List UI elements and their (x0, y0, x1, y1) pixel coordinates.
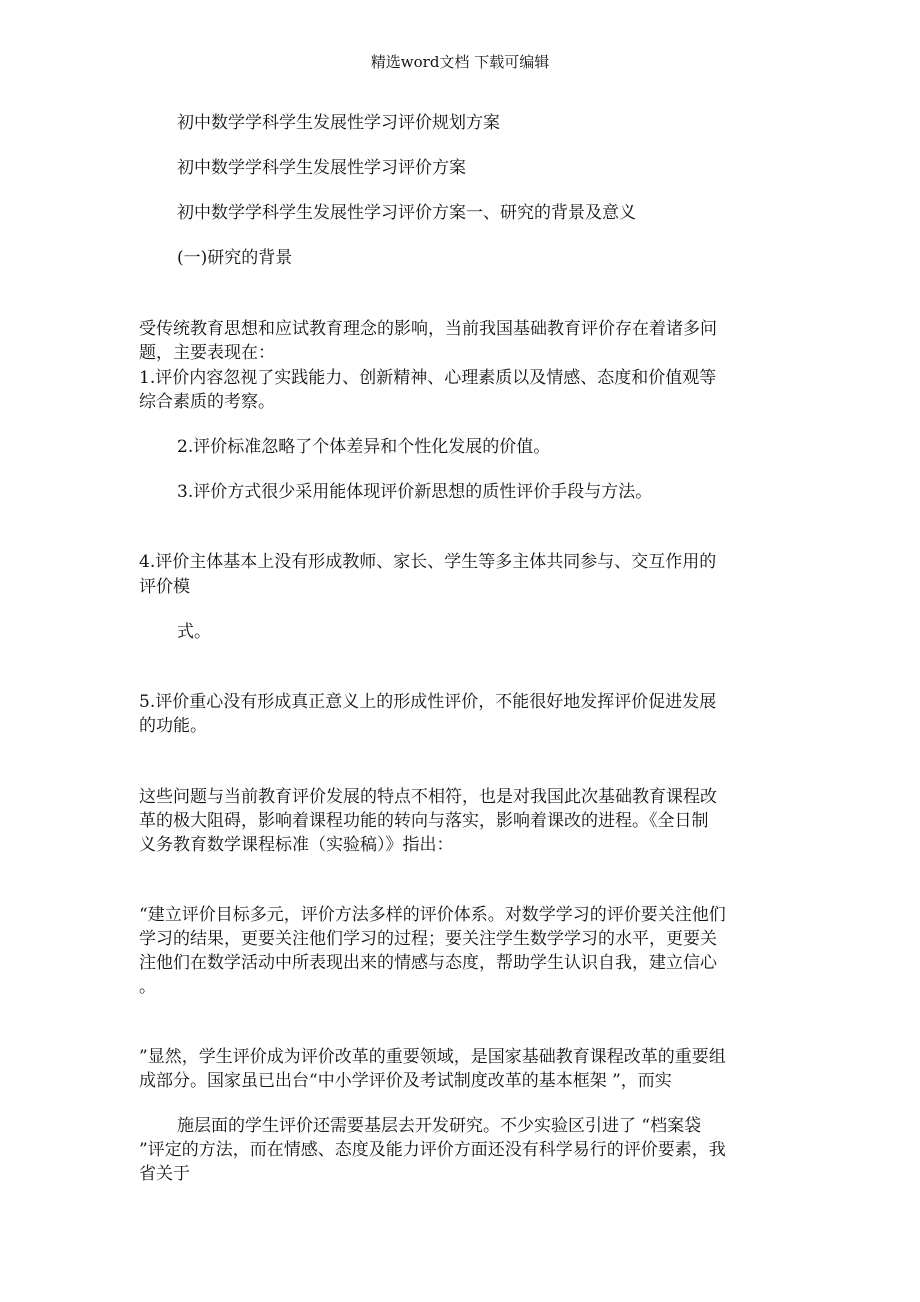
paragraph-line: 成部分。国家虽已出台“中小学评价及考试制度改革的基本框架 ”，而实 (139, 1071, 672, 1091)
list-item-continuation: 式。 (177, 622, 211, 642)
document-title-2: 初中数学学科学生发展性学习评价方案 (177, 158, 466, 178)
quote-line: 注他们在数学活动中所表现出来的情感与态度，帮助学生认识自我，建立信心 (139, 953, 717, 973)
quote-line: 。 (139, 977, 156, 997)
list-item-line: 4.评价主体基本上没有形成教师、家长、学生等多主体共同参与、交互作用的 (139, 552, 717, 572)
paragraph-line: ”显然，学生评价成为评价改革的重要领域，是国家基础教育课程改革的重要组 (139, 1047, 726, 1067)
list-item: 2.评价标准忽略了个体差异和个性化发展的价值。 (177, 437, 551, 457)
page-header: 精选word文档 下载可编辑 (370, 53, 550, 71)
list-item: 3.评价方式很少采用能体现评价新思想的质性评价手段与方法。 (177, 482, 653, 502)
section-heading: (一)研究的背景 (177, 248, 293, 268)
quote-line: 学习的结果，更要关注他们学习的过程；要关注学生数学学习的水平，更要关 (139, 929, 717, 949)
list-item-line: 的功能。 (139, 716, 207, 736)
list-item-line: 综合素质的考察。 (139, 392, 275, 412)
document-title-3: 初中数学学科学生发展性学习评价方案一、研究的背景及意义 (177, 203, 636, 223)
list-item-line: 评价模 (139, 577, 190, 597)
paragraph-line: 革的极大阻碍，影响着课程功能的转向与落实，影响着课改的进程。《全日制 (139, 811, 709, 831)
quote-line: “建立评价目标多元，评价方法多样的评价体系。对数学学习的评价要关注他们 (139, 905, 726, 925)
paragraph-line: 省关于 (139, 1164, 190, 1184)
list-item-line: 5.评价重心没有形成真正意义上的形成性评价，不能很好地发挥评价促进发展 (139, 692, 717, 712)
document-title-1: 初中数学学科学生发展性学习评价规划方案 (177, 113, 500, 133)
paragraph-line: 施层面的学生评价还需要基层去开发研究。不少实验区引进了 “档案袋 (177, 1116, 702, 1136)
paragraph-line: ”评定的方法，而在情感、态度及能力评价方面还没有科学易行的评价要素，我 (139, 1140, 726, 1160)
paragraph-line: 这些问题与当前教育评价发展的特点不相符，也是对我国此次基础教育课程改 (139, 787, 717, 807)
list-item-line: 1.评价内容忽视了实践能力、创新精神、心理素质以及情感、态度和价值观等 (139, 368, 717, 388)
paragraph-line: 受传统教育思想和应试教育理念的影响，当前我国基础教育评价存在着诸多问 (139, 319, 717, 339)
paragraph-line: 义务教育数学课程标准（实验稿）》指出： (139, 835, 454, 855)
paragraph-line: 题，主要表现在： (139, 343, 275, 363)
